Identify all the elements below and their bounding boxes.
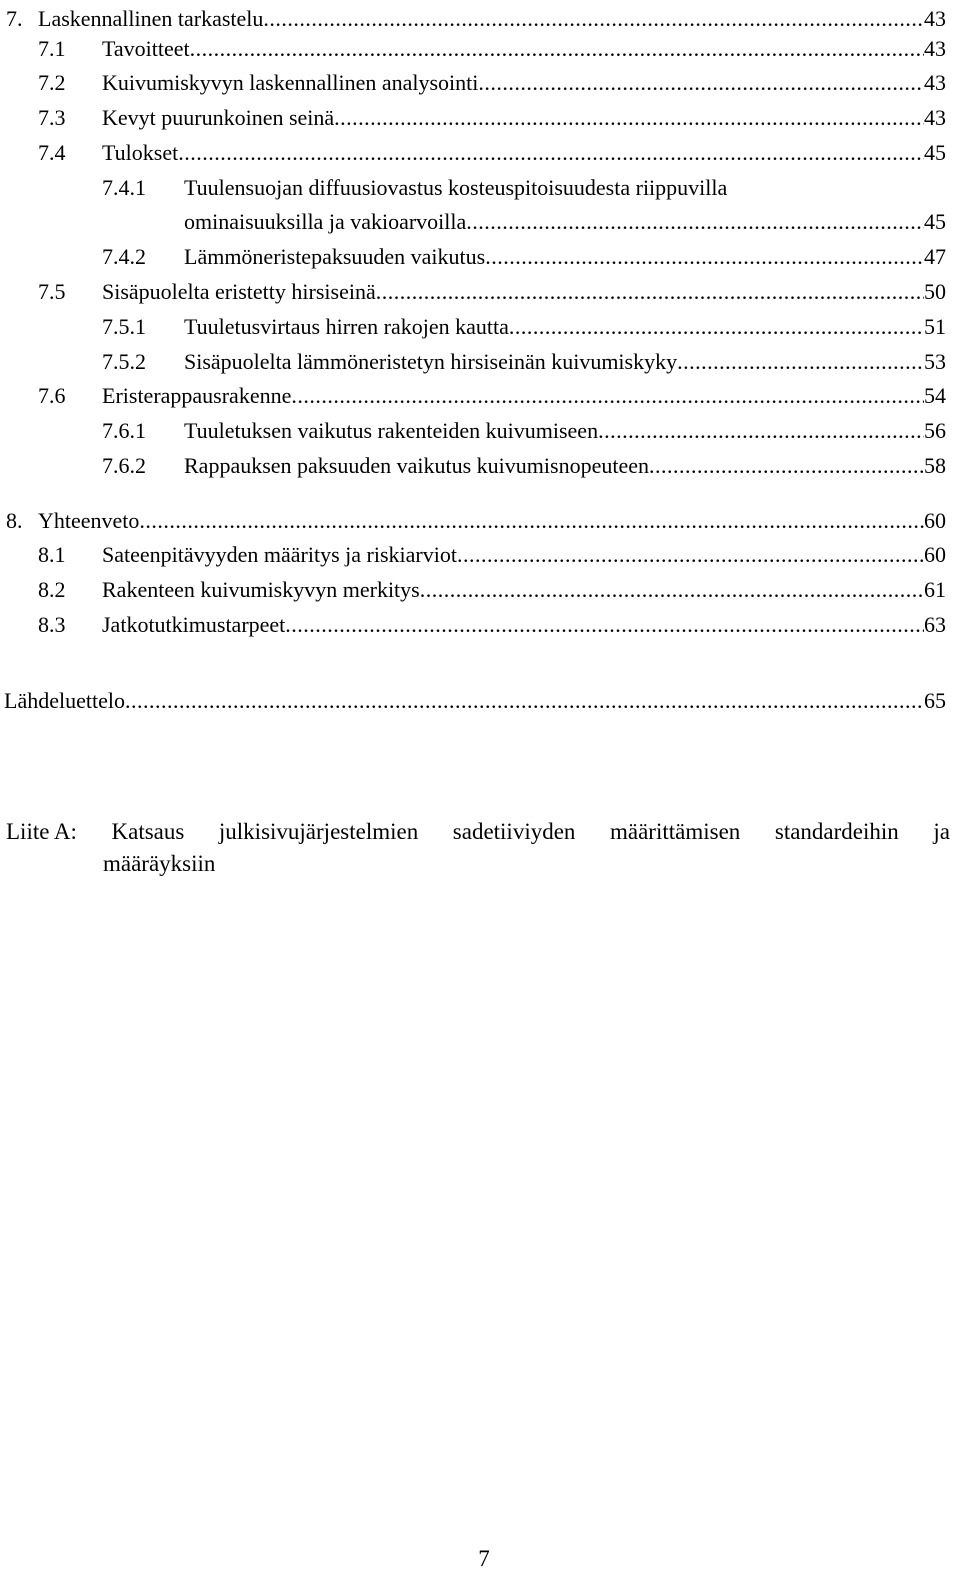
toc-dot-leader xyxy=(376,277,924,307)
appendix-title-word: julkisivujärjestelmien xyxy=(218,819,419,844)
toc-dot-leader xyxy=(457,540,924,570)
appendix-title-word: määrittämisen xyxy=(610,819,741,844)
toc-entry-page: 58 xyxy=(924,453,946,478)
toc-entry-number: 7. xyxy=(6,6,23,31)
toc-entry-title: Tulokset xyxy=(102,140,179,165)
toc-entry-number: 7.5 xyxy=(38,279,66,304)
toc-entry-page: 43 xyxy=(924,36,946,61)
toc-entry-page: 51 xyxy=(924,314,946,339)
toc-entry-title: Sisäpuolelta lämmöneristetyn hirsiseinän kuivumiskyky xyxy=(184,349,678,374)
toc-dot-leader xyxy=(677,347,924,377)
toc-entry-number: 7.5.1 xyxy=(102,314,146,339)
appendix-title-line2: määräyksiin xyxy=(103,851,216,876)
toc-entry[interactable] xyxy=(0,103,946,133)
toc-entry[interactable] xyxy=(0,138,946,168)
toc-entry-continuation[interactable] xyxy=(0,207,946,237)
toc-entry-page: 50 xyxy=(924,279,946,304)
toc-entry-title: Lämmöneristepaksuuden vaikutus xyxy=(184,244,486,269)
appendix-title-word: Katsaus xyxy=(111,819,185,844)
toc-entry-page: 56 xyxy=(924,418,946,443)
toc-dot-leader xyxy=(139,506,924,536)
toc-entry[interactable] xyxy=(0,540,946,570)
toc-dot-leader xyxy=(178,138,924,168)
toc-entry-page: 63 xyxy=(924,612,946,637)
toc-entry-number: 8.1 xyxy=(38,542,66,567)
toc-entry-number: 7.2 xyxy=(38,70,66,95)
toc-entry-number: 8. xyxy=(6,508,23,533)
toc-dot-leader xyxy=(598,416,924,446)
toc-dot-leader xyxy=(420,575,924,605)
toc-entry[interactable] xyxy=(0,610,946,640)
toc-entry-page: 45 xyxy=(924,140,946,165)
toc-entry[interactable] xyxy=(0,277,946,307)
toc-appendix-entry[interactable] xyxy=(6,816,950,880)
toc-entry-title: Eristerappausrakenne xyxy=(102,383,292,408)
toc-entry-title: Laskennallinen tarkastelu xyxy=(38,6,264,31)
toc-entry[interactable] xyxy=(0,416,946,446)
toc-entry-number: 7.6.1 xyxy=(102,418,146,443)
toc-entry-title: Yhteenveto xyxy=(38,508,140,533)
toc-entry-title: Kevyt puurunkoinen seinä xyxy=(102,105,335,130)
toc-dot-leader xyxy=(466,207,924,237)
toc-entry-number: 7.6.2 xyxy=(102,453,146,478)
toc-entry[interactable] xyxy=(0,686,946,716)
toc-entry[interactable] xyxy=(0,381,946,411)
toc-entry[interactable] xyxy=(0,506,946,536)
toc-entry-number: 7.1 xyxy=(38,36,66,61)
toc-entry[interactable] xyxy=(0,173,946,203)
toc-entry-title: Tavoitteet xyxy=(102,36,190,61)
toc-entry-title: Kuivumiskyvyn laskennallinen analysointi xyxy=(102,70,479,95)
appendix-title-word: ja xyxy=(933,819,950,844)
toc-entry-number: 7.5.2 xyxy=(102,349,146,374)
toc-entry-page: 61 xyxy=(924,577,946,602)
toc-dot-leader xyxy=(485,242,924,272)
appendix-title-word: standardeihin xyxy=(774,819,899,844)
toc-entry-number: 7.6 xyxy=(38,383,66,408)
toc-entry-title: Rakenteen kuivumiskyvyn merkitys xyxy=(102,577,420,602)
toc-entry-page: 65 xyxy=(924,688,946,713)
toc-entry-page: 47 xyxy=(924,244,946,269)
toc-entry-title: Tuuletuksen vaikutus rakenteiden kuivumiseen xyxy=(184,418,599,443)
toc-dot-leader xyxy=(334,103,924,133)
toc-entry-number: 7.4.1 xyxy=(102,175,146,200)
toc-dot-leader xyxy=(478,68,924,98)
toc-entry-number: 8.2 xyxy=(38,577,66,602)
toc-entry[interactable] xyxy=(0,347,946,377)
toc-entry-title: Tuuletusvirtaus hirren rakojen kautta xyxy=(184,314,509,339)
toc-entry-title: Jatkotutkimustarpeet xyxy=(102,612,286,637)
appendix-label: Liite A: xyxy=(6,819,77,844)
page-number: 7 xyxy=(478,1546,490,1571)
toc-entry[interactable] xyxy=(0,242,946,272)
toc-entry-page: 43 xyxy=(924,6,946,31)
toc-entry-page: 43 xyxy=(924,105,946,130)
toc-dot-leader xyxy=(285,610,924,640)
appendix-title-word: sadetiiviyden xyxy=(452,819,576,844)
toc-dot-leader xyxy=(125,686,924,716)
toc-entry-title: Sisäpuolelta eristetty hirsiseinä xyxy=(102,279,376,304)
toc-entry-number: 7.4 xyxy=(38,140,66,165)
toc-entry-title: Sateenpitävyyden määritys ja riskiarviot xyxy=(102,542,457,567)
toc-entry-title: Tuulensuojan diffuusiovastus kosteuspitoisuudesta riippuvilla xyxy=(184,175,728,200)
toc-dot-leader xyxy=(509,312,924,342)
toc-entry-number: 7.4.2 xyxy=(102,244,146,269)
toc-dot-leader xyxy=(263,4,924,34)
toc-dot-leader xyxy=(190,34,924,64)
toc-entry[interactable] xyxy=(0,34,946,64)
toc-entry-page: 45 xyxy=(924,209,946,234)
toc-entry-page: 60 xyxy=(924,508,946,533)
toc-entry[interactable] xyxy=(0,451,946,481)
toc-entry-title: Lähdeluettelo xyxy=(4,688,125,713)
toc-entry-number: 7.3 xyxy=(38,105,66,130)
toc-entry-title-line2: ominaisuuksilla ja vakioarvoilla xyxy=(184,209,467,234)
toc-entry[interactable] xyxy=(0,68,946,98)
toc-entry-page: 60 xyxy=(924,542,946,567)
toc-entry[interactable] xyxy=(0,312,946,342)
toc-entry-page: 54 xyxy=(924,383,946,408)
toc-entry[interactable] xyxy=(0,4,946,34)
toc-entry[interactable] xyxy=(0,575,946,605)
toc-entry-number: 8.3 xyxy=(38,612,66,637)
toc-entry-title: Rappauksen paksuuden vaikutus kuivumisnopeuteen xyxy=(184,453,649,478)
toc-entry-page: 43 xyxy=(924,70,946,95)
toc-entry-page: 53 xyxy=(924,349,946,374)
toc-dot-leader xyxy=(649,451,924,481)
toc-dot-leader xyxy=(291,381,924,411)
